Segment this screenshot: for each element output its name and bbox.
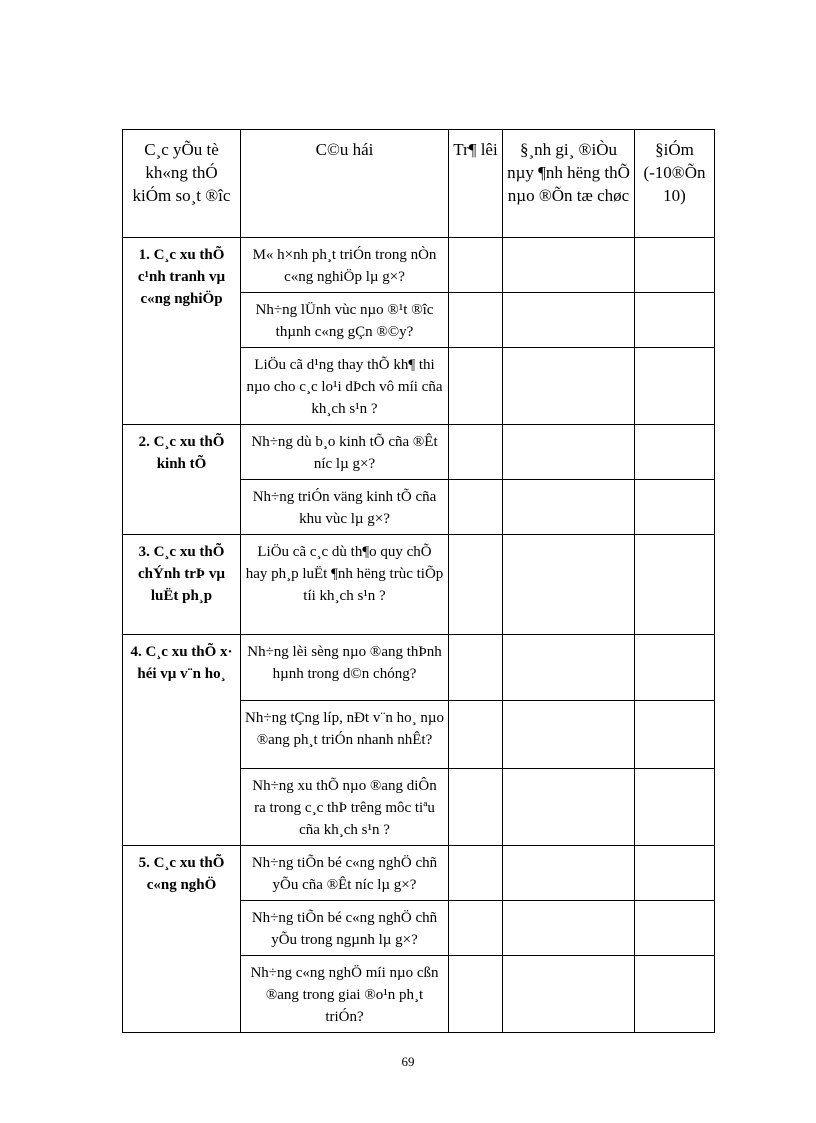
question-cell: Nh÷ng tiÕn bé c«ng nghÖ chñ yÕu cña ®Êt níc lµ g×? — [241, 846, 449, 901]
table-row — [123, 846, 715, 901]
factor-cell: 2. C¸c xu thÕ kinh tÕ — [123, 425, 241, 535]
header-factor: C¸c yÕu tè kh«ng thÓ kiÓm so¸t ®îc — [123, 130, 241, 238]
header-question: C©u hái — [241, 130, 449, 238]
assessment-cell[interactable] — [503, 348, 635, 425]
header-row — [123, 130, 715, 238]
score-cell[interactable] — [635, 348, 715, 425]
score-cell[interactable] — [635, 701, 715, 769]
score-cell[interactable] — [635, 535, 715, 635]
question-cell: Nh÷ng xu thÕ nµo ®ang diÔn ra trong c¸c thÞ trêng môc tiªu cña kh¸ch s¹n ? — [241, 769, 449, 846]
table-row — [123, 238, 715, 293]
answer-cell[interactable] — [449, 425, 503, 480]
answer-cell[interactable] — [449, 701, 503, 769]
question-cell: Nh÷ng triÓn väng kinh tÕ cña khu vùc lµ g×? — [241, 480, 449, 535]
question-cell: Nh÷ng c«ng nghÖ míi nµo cßn ®ang trong giai ®o¹n ph¸t triÓn? — [241, 956, 449, 1033]
assessment-cell[interactable] — [503, 238, 635, 293]
header-score: §iÓm (-10®Õn 10) — [635, 130, 715, 238]
answer-cell[interactable] — [449, 348, 503, 425]
question-cell: Nh÷ng lÜnh vùc nµo ®¹t ®îc thµnh c«ng gÇn ®©y? — [241, 293, 449, 348]
questionnaire-table — [122, 129, 715, 1033]
answer-cell[interactable] — [449, 769, 503, 846]
assessment-cell[interactable] — [503, 846, 635, 901]
question-cell: Nh÷ng lèi sèng nµo ®ang thÞnh hµnh trong d©n chóng? — [241, 635, 449, 701]
score-cell[interactable] — [635, 238, 715, 293]
score-cell[interactable] — [635, 956, 715, 1033]
table-row — [123, 635, 715, 701]
answer-cell[interactable] — [449, 480, 503, 535]
score-cell[interactable] — [635, 425, 715, 480]
score-cell[interactable] — [635, 635, 715, 701]
question-cell: LiÖu cã c¸c dù th¶o quy chÕ hay ph¸p luËt ¶nh hëng trùc tiÕp tíi kh¸ch s¹n ? — [241, 535, 449, 635]
answer-cell[interactable] — [449, 901, 503, 956]
factor-cell: 4. C¸c xu thÕ x· héi vµ v¨n ho¸ — [123, 635, 241, 846]
question-cell: LiÖu cã d¹ng thay thÕ kh¶ thi nµo cho c¸c lo¹i dÞch vô míi cña kh¸ch s¹n ? — [241, 348, 449, 425]
header-assessment: §¸nh gi¸ ®iÒu nµy ¶nh hëng thÕ nµo ®Õn tæ chøc — [503, 130, 635, 238]
assessment-cell[interactable] — [503, 635, 635, 701]
score-cell[interactable] — [635, 769, 715, 846]
page-number: 69 — [401, 1054, 415, 1069]
factor-cell: 1. C¸c xu thÕ c¹nh tranh vµ c«ng nghiÖp — [123, 238, 241, 425]
answer-cell[interactable] — [449, 956, 503, 1033]
score-cell[interactable] — [635, 846, 715, 901]
table-row — [123, 535, 715, 635]
question-cell: Nh÷ng dù b¸o kinh tÕ cña ®Êt níc lµ g×? — [241, 425, 449, 480]
score-cell[interactable] — [635, 480, 715, 535]
answer-cell[interactable] — [449, 535, 503, 635]
score-cell[interactable] — [635, 293, 715, 348]
question-cell: Nh÷ng tÇng líp, nÐt v¨n ho¸ nµo ®ang ph¸t triÓn nhanh nhÊt? — [241, 701, 449, 769]
table-row — [123, 425, 715, 480]
assessment-cell[interactable] — [503, 701, 635, 769]
answer-cell[interactable] — [449, 635, 503, 701]
score-cell[interactable] — [635, 901, 715, 956]
assessment-cell[interactable] — [503, 293, 635, 348]
question-cell: M« h×nh ph¸t triÓn trong nÒn c«ng nghiÖp lµ g×? — [241, 238, 449, 293]
header-answer: Tr¶ lêi — [449, 130, 503, 238]
table-body — [123, 238, 715, 1033]
assessment-cell[interactable] — [503, 535, 635, 635]
assessment-cell[interactable] — [503, 480, 635, 535]
answer-cell[interactable] — [449, 293, 503, 348]
question-cell: Nh÷ng tiÕn bé c«ng nghÖ chñ yÕu trong ngµnh lµ g×? — [241, 901, 449, 956]
factor-cell: 3. C¸c xu thÕ chÝnh trÞ vµ luËt ph¸p — [123, 535, 241, 635]
answer-cell[interactable] — [449, 846, 503, 901]
assessment-cell[interactable] — [503, 956, 635, 1033]
assessment-cell[interactable] — [503, 901, 635, 956]
assessment-cell[interactable] — [503, 769, 635, 846]
factor-cell: 5. C¸c xu thÕ c«ng nghÖ — [123, 846, 241, 1033]
answer-cell[interactable] — [449, 238, 503, 293]
assessment-cell[interactable] — [503, 425, 635, 480]
